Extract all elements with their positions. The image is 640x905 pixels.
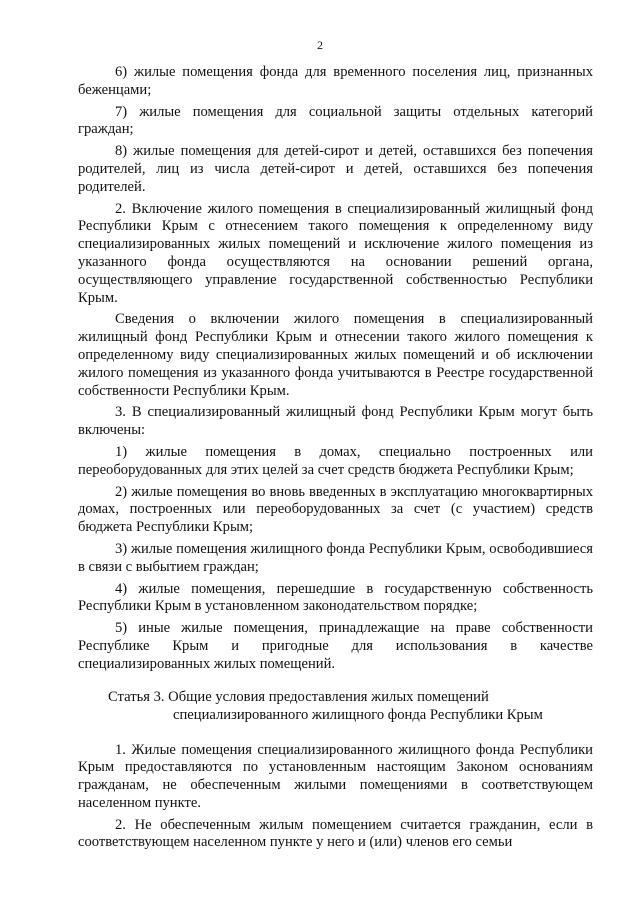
paragraph-subitem-3: 3) жилые помещения жилищного фонда Республики Крым, освободившиеся в связи с выбытием граждан;	[78, 540, 593, 575]
article-heading-line-2: специализированного жилищного фонда Республики Крым	[173, 706, 543, 723]
paragraph-subitem-1: 1) жилые помещения в домах, специально построенных или переоборудованных для этих целей за счет средств бюджета Республики Крым;	[78, 443, 593, 478]
paragraph-registry-info: Сведения о включении жилого помещения в специализированный жилищный фонд Республики Крым и отнесении такого жилого помещения к определенному виду специализированных жилых помещений и об исключении жилого помещения из указанного фонда учитываются в Реестре государственной собственности Республики Крым.	[78, 311, 593, 399]
paragraph-item-6: 6) жилые помещения фонда для временного поселения лиц, признанных беженцами;	[78, 64, 593, 98]
article-heading	[78, 688, 593, 724]
paragraph-article3-part-1: 1. Жилые помещения специализированного жилищного фонда Республики Крым предоставляются по установленным настоящим Законом основаниям гражданам, не обеспеченным жилыми помещениями в соответствующем населенном пункте.	[78, 741, 593, 811]
paragraph-article3-part-2: 2. Не обеспеченным жилым помещением считается гражданин, если в соответствующем населенном пункте у него и (или) членов его семьи	[78, 816, 593, 851]
paragraph-subitem-4: 4) жилые помещения, перешедшие в государственную собственность Республики Крым в установленном законодательством порядке;	[78, 580, 593, 615]
paragraph-subitem-2: 2) жилые помещения во вновь введенных в эксплуатацию многоквартирных домах, построенных или переоборудованных за счет (с участием) средств бюджета Республики Крым;	[78, 483, 593, 536]
paragraph-item-7: 7) жилые помещения для социальной защиты отдельных категорий граждан;	[78, 103, 593, 138]
article-heading-line-1: Статья 3. Общие условия предоставления жилых помещений	[108, 688, 489, 705]
paragraph-part-2: 2. Включение жилого помещения в специализированный жилищный фонд Республики Крым с отнесением такого помещения к определенному виду специализированных жилых помещений и исключение жилого помещения из указанного фонда осуществляются на основании решений органа, осуществляющего управление государственной собственностью Республики Крым.	[78, 200, 593, 306]
document-body	[78, 64, 593, 856]
paragraph-part-3: 3. В специализированный жилищный фонд Республики Крым могут быть включены:	[78, 404, 593, 439]
page-number: 2	[317, 38, 323, 52]
paragraph-item-8: 8) жилые помещения для детей-сирот и детей, оставшихся без попечения родителей, лиц из числа детей-сирот и детей, оставшихся без попечения родителей.	[78, 143, 593, 195]
paragraph-subitem-5: 5) иные жилые помещения, принадлежащие на праве собственности Республике Крым и пригодные для использования в качестве специализированных жилых помещений.	[78, 620, 593, 672]
